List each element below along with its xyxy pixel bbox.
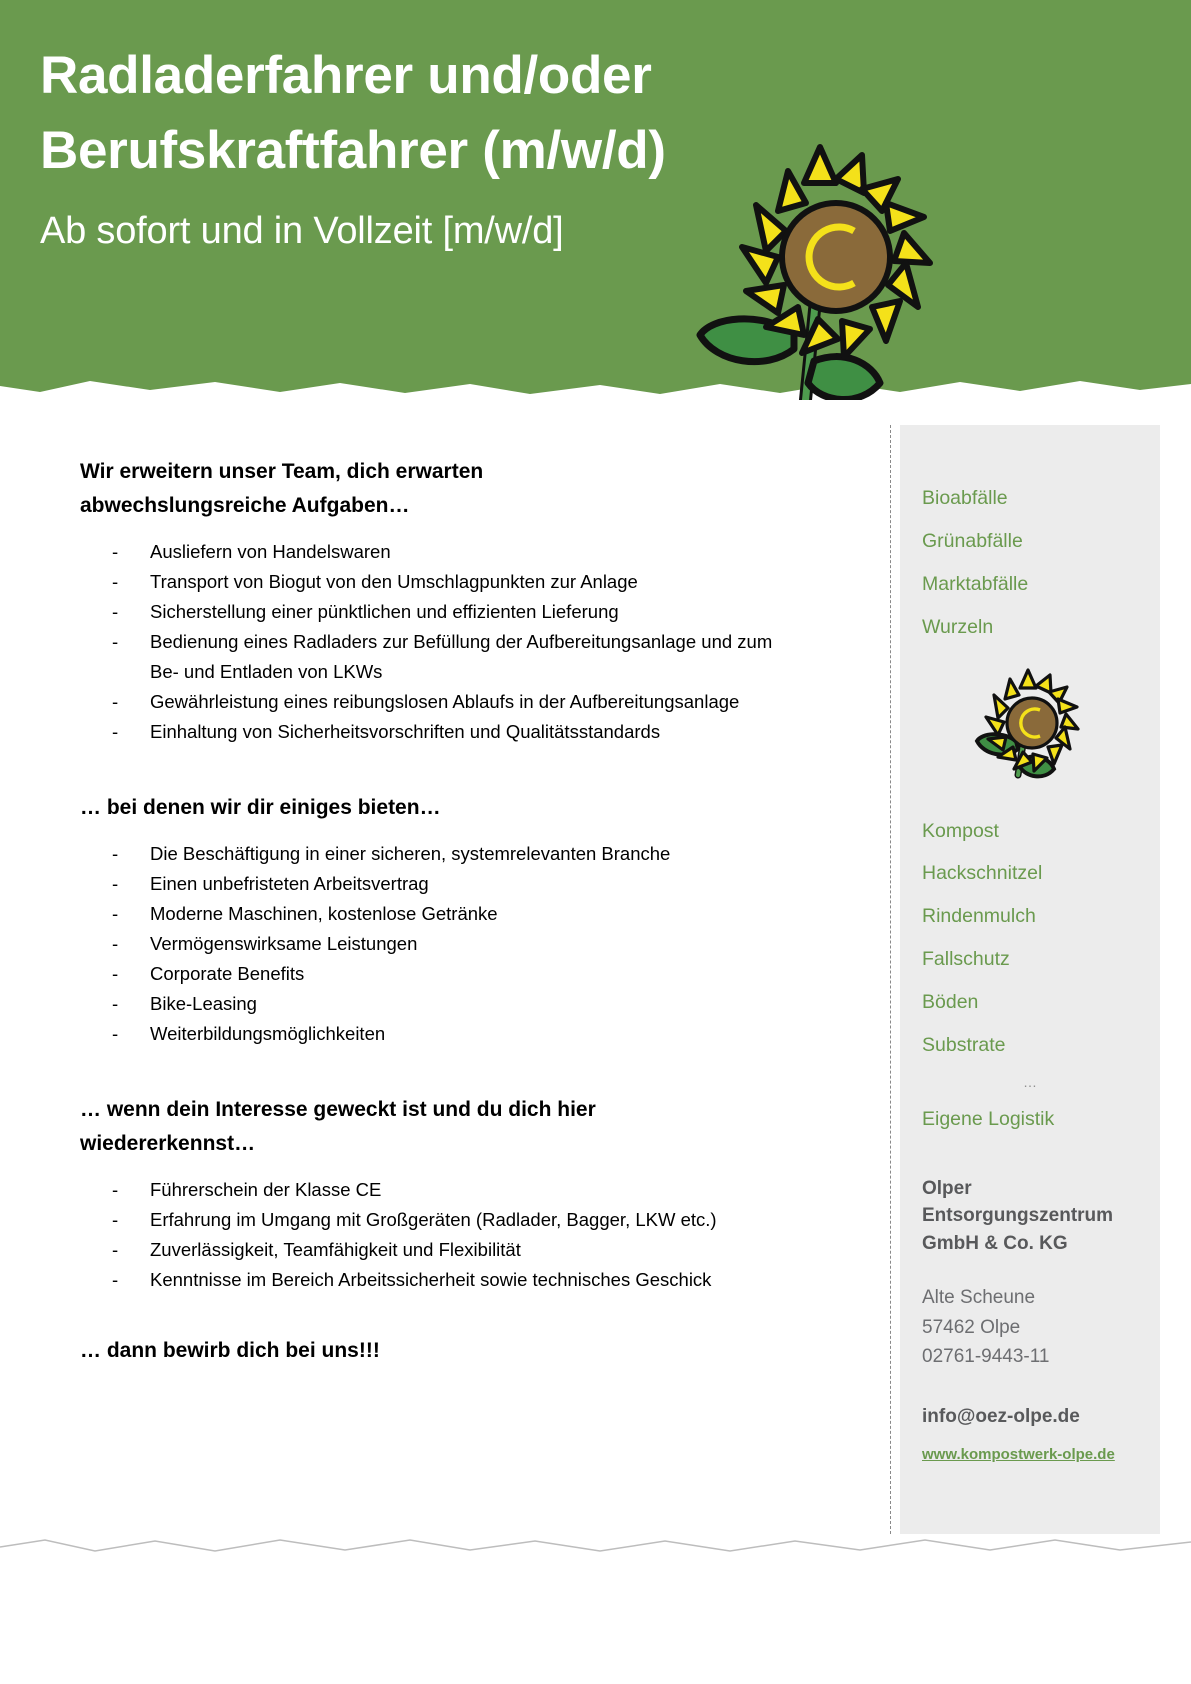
section-bieten	[80, 791, 800, 1049]
section-list	[112, 1175, 800, 1295]
address-city: 57462 Olpe	[922, 1316, 1021, 1338]
sidebar-ellipsis: …	[1023, 1073, 1037, 1090]
list-item: - Bedienung eines Radladers zur Befüllung der Aufbereitungsanlage und zum Be- und Entladen von LKWs	[112, 627, 800, 687]
section-heading-line-2: abwechslungsreiche Aufgaben…	[80, 494, 410, 518]
section-heading	[80, 1093, 800, 1161]
company-address	[922, 1283, 1138, 1371]
sidebar-item-rindenmulch: Rindenmulch	[922, 905, 1036, 928]
section-heading	[80, 455, 800, 523]
list-item: - Führerschein der Klasse CE	[112, 1175, 800, 1205]
address-phone: 02761-9443-11	[922, 1346, 1050, 1368]
company-name-line-2: Entsorgungszentrum	[922, 1205, 1114, 1227]
list-item: - Corporate Benefits	[112, 959, 800, 989]
main-content	[80, 455, 800, 1363]
section-heading-line-1: Wir erweitern unser Team, dich erwarten	[80, 460, 484, 483]
list-item: - Zuverlässigkeit, Teamfähigkeit und Flexibilität	[112, 1235, 800, 1265]
sidebar-item-gruenabfaelle: Grünabfälle	[922, 529, 1023, 552]
list-item: - Weiterbildungsmöglichkeiten	[112, 1019, 800, 1049]
sidebar-item-substrate: Substrate	[922, 1034, 1006, 1057]
closing-call-to-action: … dann bewirb dich bei uns!!!	[80, 1338, 380, 1362]
company-name-line-1: Olper	[922, 1177, 972, 1199]
sidebar	[900, 425, 1160, 1534]
sidebar-item-hackschnitzel: Hackschnitzel	[922, 862, 1043, 885]
sidebar-item-bioabfaelle: Bioabfälle	[922, 487, 1008, 509]
spacer	[80, 1049, 800, 1093]
company-name	[922, 1175, 1138, 1258]
sidebar-divider	[890, 425, 891, 1534]
header-text-block	[40, 38, 820, 260]
header-band	[0, 0, 1191, 400]
company-name-line-3: GmbH & Co. KG	[922, 1232, 1068, 1254]
list-item: - Kenntnisse im Bereich Arbeitssicherheit sowie technisches Geschick	[112, 1265, 800, 1295]
section-list	[112, 537, 800, 747]
list-item: - Bike-Leasing	[112, 989, 800, 1019]
sidebar-item-eigene-logistik: Eigene Logistik	[922, 1107, 1055, 1130]
torn-edge-top	[0, 376, 1191, 400]
section-anforderungen	[80, 1093, 800, 1295]
spacer	[80, 747, 800, 791]
contact-website-link[interactable]: www.kompostwerk-olpe.de	[922, 1445, 1115, 1463]
list-item: - Erfahrung im Umgang mit Großgeräten (Radlader, Bagger, LKW etc.)	[112, 1205, 800, 1235]
list-item: - Einhaltung von Sicherheitsvorschriften und Qualitätsstandards	[112, 717, 800, 747]
list-item: - Sicherstellung einer pünktlichen und effizienten Lieferung	[112, 597, 800, 627]
list-item: - Gewährleistung eines reibungslosen Ablaufs in der Aufbereitungsanlage	[112, 687, 800, 717]
sidebar-item-kompost: Kompost	[922, 819, 999, 842]
list-item: - Die Beschäftigung in einer sicheren, systemrelevanten Branche	[112, 839, 800, 869]
sidebar-item-wurzeln: Wurzeln	[922, 615, 994, 638]
sidebar-item-marktabfaelle: Marktabfälle	[922, 572, 1029, 595]
page-title-line-1: Radladerfahrer und/oder	[40, 46, 652, 105]
page-title-line-2: Berufskraftfahrer (m/w/d)	[40, 121, 666, 181]
list-item: - Vermögenswirksame Leistungen	[112, 929, 800, 959]
list-item: - Ausliefern von Handelswaren	[112, 537, 800, 567]
section-heading-line-2: wiedererkennst…	[80, 1131, 256, 1155]
section-heading-line-1: … wenn dein Interesse geweckt ist und du dich hier	[80, 1097, 596, 1121]
section-list	[112, 839, 800, 1049]
contact-email[interactable]: info@oez-olpe.de	[922, 1405, 1080, 1427]
list-item: - Moderne Maschinen, kostenlose Getränke	[112, 899, 800, 929]
torn-edge-bottom	[0, 1534, 1191, 1560]
list-item: - Einen unbefristeten Arbeitsvertrag	[112, 869, 800, 899]
sidebar-item-fallschutz: Fallschutz	[922, 948, 1010, 971]
section-heading-line-1: … bei denen wir dir einiges bieten…	[80, 795, 441, 819]
section-heading	[80, 791, 800, 825]
address-street: Alte Scheune	[922, 1287, 1036, 1309]
sidebar-item-boeden: Böden	[922, 991, 979, 1014]
list-item: - Transport von Biogut von den Umschlagpunkten zur Anlage	[112, 567, 800, 597]
sunflower-icon	[972, 667, 1082, 787]
page-subtitle: Ab sofort und in Vollzeit [m/w/d]	[40, 209, 564, 252]
section-aufgaben	[80, 455, 800, 747]
